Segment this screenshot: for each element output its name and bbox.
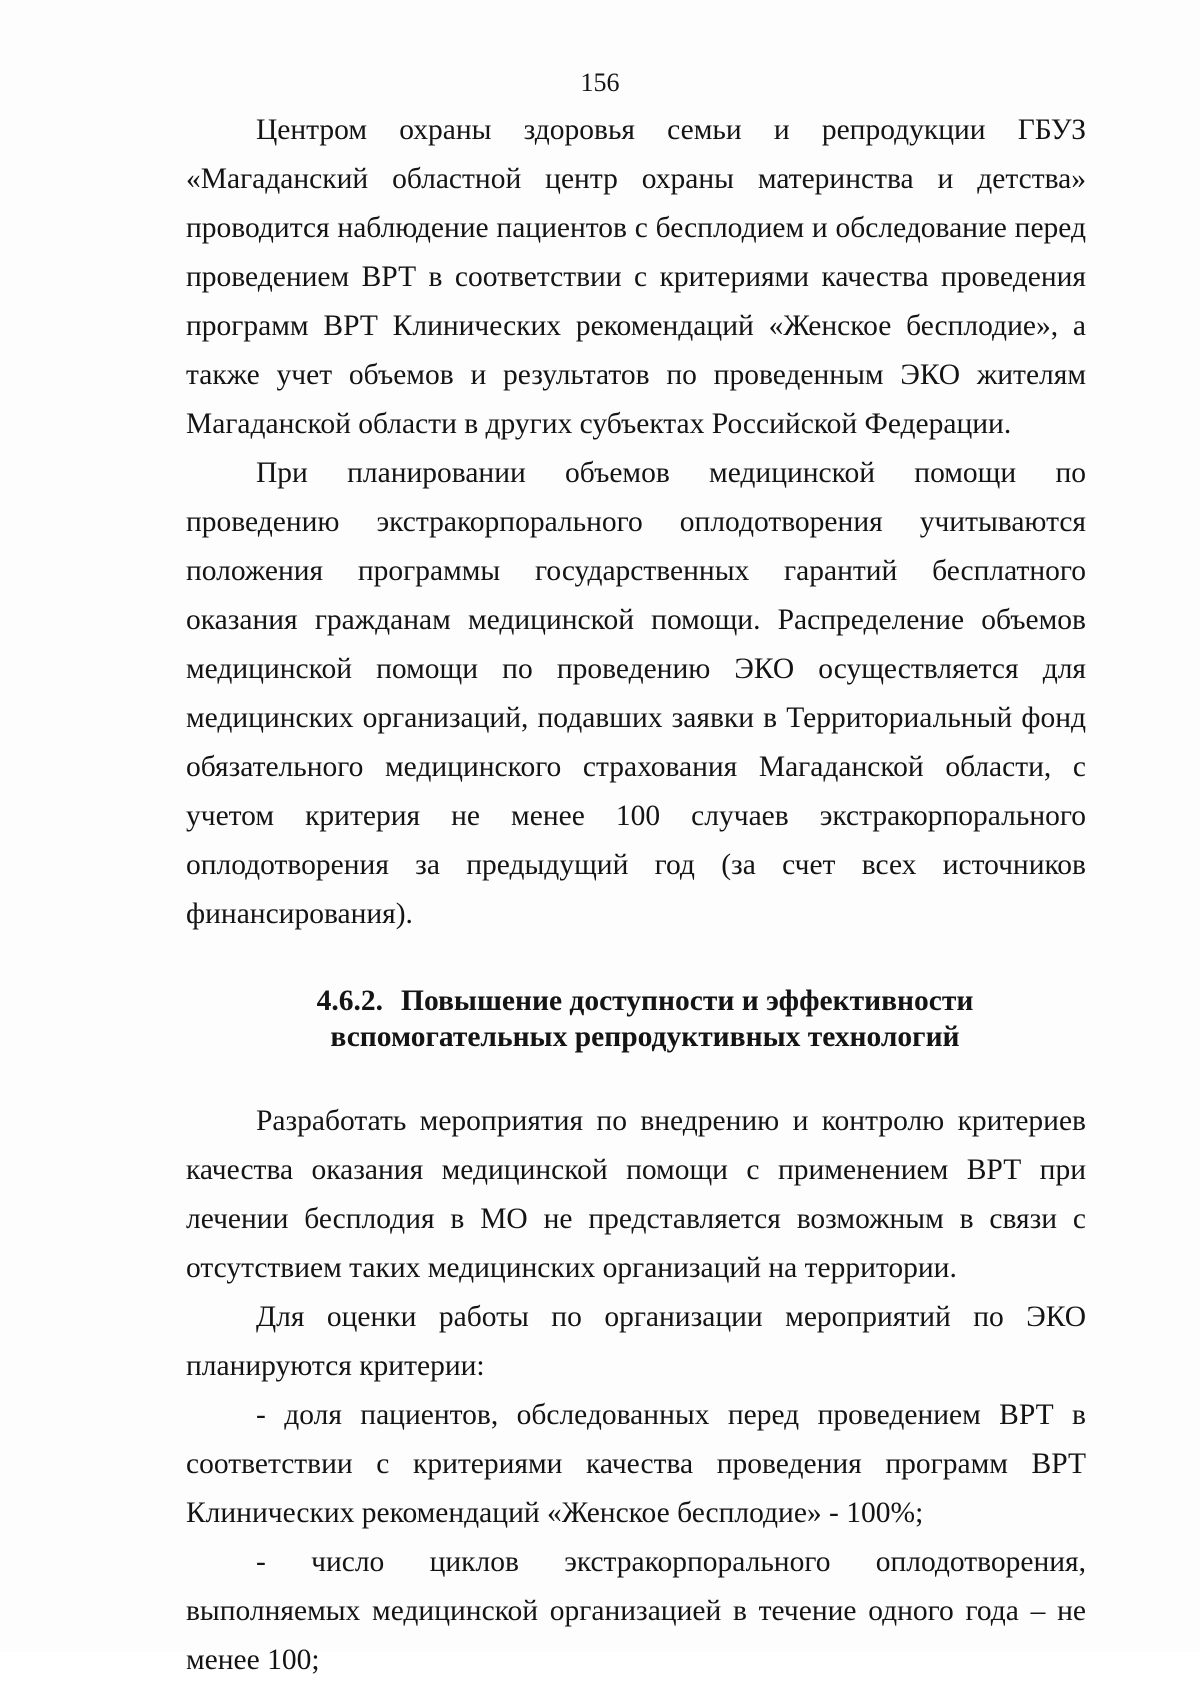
section-title: Повышение доступности и эффективности вспомогательных репродуктивных технологий <box>330 985 974 1053</box>
section-heading <box>186 983 1086 1055</box>
section-number: 4.6.2. <box>316 985 384 1017</box>
paragraph-criteria-intro: Для оценки работы по организации мероприятий по ЭКО планируются критерии: <box>186 1301 1086 1382</box>
paragraph-measures: Разработать мероприятия по внедрению и контролю критериев качества оказания медицинской помощи с применением ВРТ при лечении бесплодия в МО не представляется возможным в связи с отсутствием таких медицинских организаций на территории. <box>186 1105 1086 1284</box>
page-number: 156 <box>580 68 620 97</box>
paragraph-volume-planning: При планировании объемов медицинской помощи по проведению экстракорпорального оплодотворения учитываются положения программы государственных гарантий бесплатного оказания гражданам медицинской помощи. Распределение объемов медицинской помощи по проведению ЭКО осуществляется для медицинских организаций, подавших заявки в Территориальный фонд обязательного медицинского страхования Магаданской области, с учетом критерия не менее 100 случаев экстракорпорального оплодотворения за предыдущий год (за счет всех источников финансирования). <box>186 457 1086 930</box>
document-body <box>186 106 1086 1685</box>
paragraph-center-observation: Центром охраны здоровья семьи и репродукции ГБУЗ «Магаданский областной центр охраны материнства и детства» проводится наблюдение пациентов с бесплодием и обследование перед проведением ВРТ в соответствии с критериями качества проведения программ ВРТ Клинических рекомендаций «Женское бесплодие», а также учет объемов и результатов по проведенным ЭКО жителям Магаданской области в других субъектах Российской Федерации. <box>186 114 1086 440</box>
criteria-item-ivf-cycles: - число циклов экстракорпорального оплодотворения, выполняемых медицинской организацией в течение одного года – не менее 100; <box>186 1546 1086 1676</box>
criteria-item-patients-share: - доля пациентов, обследованных перед проведением ВРТ в соответствии с критериями качества проведения программ ВРТ Клинических рекомендаций «Женское бесплодие» - 100%; <box>186 1399 1086 1529</box>
